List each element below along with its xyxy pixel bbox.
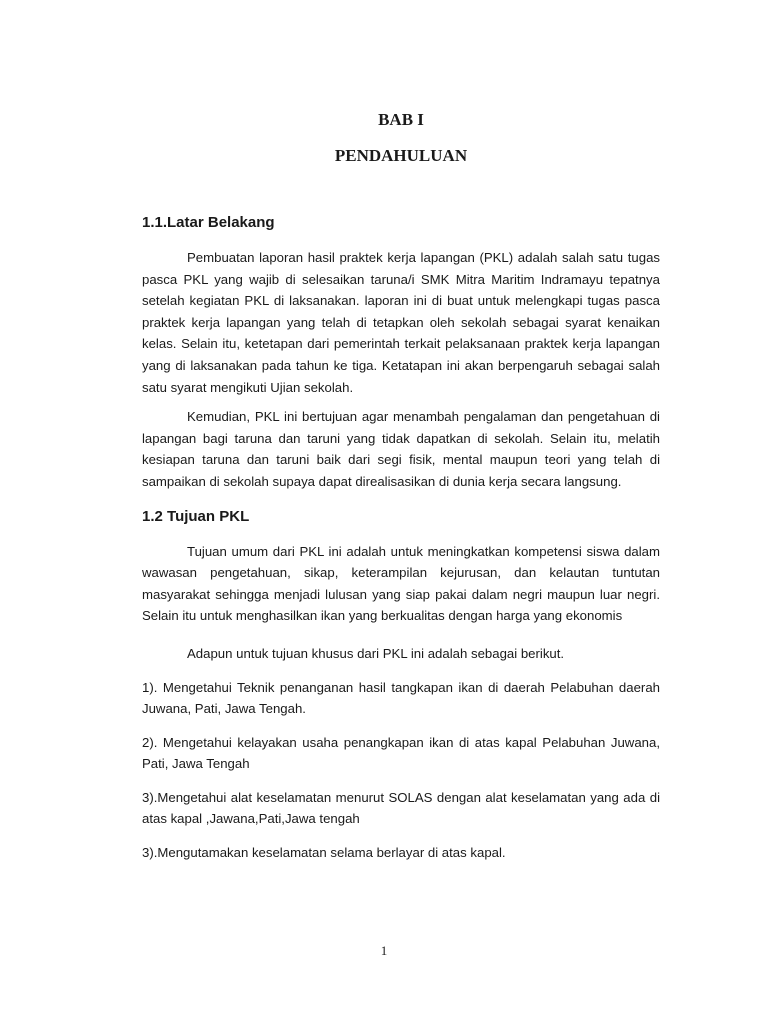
page-content: [142, 108, 660, 864]
paragraph-latar-belakang-1: Pembuatan laporan hasil praktek kerja lapangan (PKL) adalah salah satu tugas pasca PKL yang wajib di selesaikan taruna/i SMK Mitra Maritim Indramayu tepatnya setelah kegiatan PKL di laksanakan. laporan ini di buat untuk melengkapi tugas pasca praktek kerja lapangan yang telah di tetapkan oleh sekolah sebagai syarat kenaikan kelas. Selain itu, ketetapan dari pemerintah terkait pelaksanaan praktek kerja lapangan yang di laksanakan pada tahun ke tiga. Ketatapan ini akan berpengaruh sebagai salah satu syarat mengikuti Ujian sekolah.: [142, 250, 660, 395]
paragraph-tujuan-umum: Tujuan umum dari PKL ini adalah untuk meningkatkan kompetensi siswa dalam wawasan pengetahuan, sikap, keterampilan kejurusan, dan kelautan tuntutan masyarakat sehingga menjadi lulusan yang siap pakai dalam negri maupun luar negri. Selain itu untuk menghasilkan ikan yang berkualitas dengan harga yang ekonomis: [142, 543, 660, 624]
paragraph-tujuan-khusus-intro: Adapun untuk tujuan khusus dari PKL ini adalah sebagai berikut.: [187, 645, 565, 661]
list-item: 2). Mengetahui kelayakan usaha penangkapan ikan di atas kapal Pelabuhan Juwana, Pati, Jawa Tengah: [142, 734, 660, 772]
list-item: 3).Mengetahui alat keselamatan menurut SOLAS dengan alat keselamatan yang ada di atas kapal ,Jawana,Pati,Jawa tengah: [142, 789, 660, 827]
list-item: 3).Mengutamakan keselamatan selama berlayar di atas kapal.: [142, 845, 506, 861]
paragraph-latar-belakang-2: Kemudian, PKL ini bertujuan agar menambah pengalaman dan pengetahuan di lapangan bagi taruna dan taruni yang tidak dapatkan di sekolah. Selain itu, melatih kesiapan taruna dan taruni baik dari segi fisik, mental maupun teori yang telah di sampaikan di sekolah supaya dapat direalisasikan di dunia kerja secara langsung.: [142, 409, 660, 489]
chapter-title: PENDAHULUAN: [334, 146, 468, 165]
page-number: 1: [380, 943, 388, 958]
section-heading-tujuan-pkl: 1.2 Tujuan PKL: [142, 507, 250, 525]
section-heading-latar-belakang: 1.1.Latar Belakang: [142, 214, 275, 231]
chapter-label: BAB I: [378, 110, 424, 129]
list-item: 1). Mengetahui Teknik penanganan hasil tangkapan ikan di daerah Pelabuhan daerah Juwana, Pati, Jawa Tengah.: [142, 679, 660, 717]
